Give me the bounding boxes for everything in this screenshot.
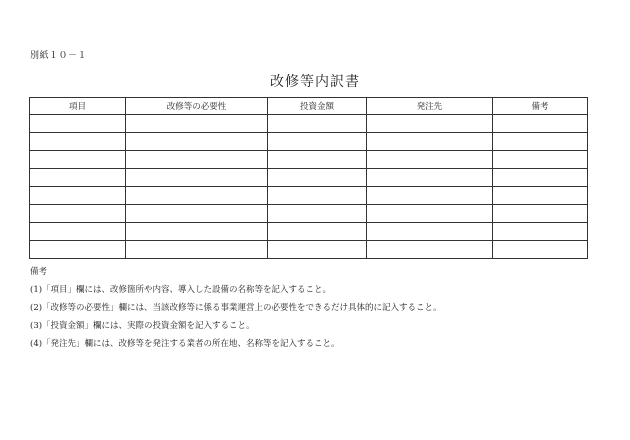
table-cell[interactable] bbox=[126, 169, 268, 187]
table-cell[interactable] bbox=[126, 187, 268, 205]
table-cell[interactable] bbox=[268, 205, 367, 223]
table-cell[interactable] bbox=[493, 169, 588, 187]
table-cell[interactable] bbox=[268, 133, 367, 151]
column-header-contractor: 発注先 bbox=[367, 98, 493, 115]
table-cell[interactable] bbox=[30, 205, 126, 223]
table-cell[interactable] bbox=[367, 241, 493, 259]
table-cell[interactable] bbox=[268, 169, 367, 187]
table-cell[interactable] bbox=[126, 205, 268, 223]
breakdown-table bbox=[29, 97, 588, 259]
table-row bbox=[30, 151, 588, 169]
table-cell[interactable] bbox=[493, 133, 588, 151]
table-cell[interactable] bbox=[30, 151, 126, 169]
table-cell[interactable] bbox=[268, 115, 367, 133]
table-row bbox=[30, 241, 588, 259]
table-row bbox=[30, 115, 588, 133]
table-cell[interactable] bbox=[493, 151, 588, 169]
table-cell[interactable] bbox=[493, 241, 588, 259]
table-cell[interactable] bbox=[367, 205, 493, 223]
table-cell[interactable] bbox=[30, 223, 126, 241]
document-title: 改修等内訳書 bbox=[270, 74, 360, 90]
table-cell[interactable] bbox=[30, 169, 126, 187]
table-cell[interactable] bbox=[367, 223, 493, 241]
note-item: (1)「項目」欄には、改修箇所や内容、導入した設備の名称等を記入すること。 bbox=[30, 285, 332, 295]
table-row bbox=[30, 133, 588, 151]
table-cell[interactable] bbox=[268, 223, 367, 241]
table-cell[interactable] bbox=[268, 151, 367, 169]
table-cell[interactable] bbox=[268, 241, 367, 259]
notes-heading: 備考 bbox=[30, 267, 48, 277]
note-item: (4)「発注先」欄には、改修等を発注する業者の所在地、名称等を記入すること。 bbox=[30, 339, 340, 349]
table-cell[interactable] bbox=[30, 241, 126, 259]
table-header-row bbox=[30, 98, 588, 115]
column-header-necessity: 改修等の必要性 bbox=[126, 98, 268, 115]
table-cell[interactable] bbox=[126, 223, 268, 241]
table-cell[interactable] bbox=[367, 151, 493, 169]
table-cell[interactable] bbox=[367, 133, 493, 151]
table-cell[interactable] bbox=[493, 223, 588, 241]
table-row bbox=[30, 205, 588, 223]
table-cell[interactable] bbox=[493, 115, 588, 133]
table-cell[interactable] bbox=[126, 241, 268, 259]
table-cell[interactable] bbox=[367, 115, 493, 133]
notes-section bbox=[30, 266, 442, 356]
table-cell[interactable] bbox=[367, 169, 493, 187]
table-cell[interactable] bbox=[30, 115, 126, 133]
attachment-number: 別紙１０－１ bbox=[30, 51, 88, 61]
column-header-investment-amount: 投資金額 bbox=[268, 98, 367, 115]
table-cell[interactable] bbox=[30, 187, 126, 205]
table-cell[interactable] bbox=[367, 187, 493, 205]
note-item: (3)「投資金額」欄には、実際の投資金額を記入すること。 bbox=[30, 321, 255, 331]
table-cell[interactable] bbox=[126, 151, 268, 169]
table-cell[interactable] bbox=[493, 205, 588, 223]
table-row bbox=[30, 187, 588, 205]
table-cell[interactable] bbox=[493, 187, 588, 205]
table-cell[interactable] bbox=[126, 115, 268, 133]
table-row bbox=[30, 223, 588, 241]
note-item: (2)「改修等の必要性」欄には、当該改修等に係る事業運営上の必要性をできるだけ具体的に記入すること。 bbox=[30, 303, 442, 313]
table-cell[interactable] bbox=[30, 133, 126, 151]
table-cell[interactable] bbox=[268, 187, 367, 205]
column-header-item: 項目 bbox=[30, 98, 126, 115]
column-header-remarks: 備考 bbox=[493, 98, 588, 115]
table-cell[interactable] bbox=[126, 133, 268, 151]
table-row bbox=[30, 169, 588, 187]
